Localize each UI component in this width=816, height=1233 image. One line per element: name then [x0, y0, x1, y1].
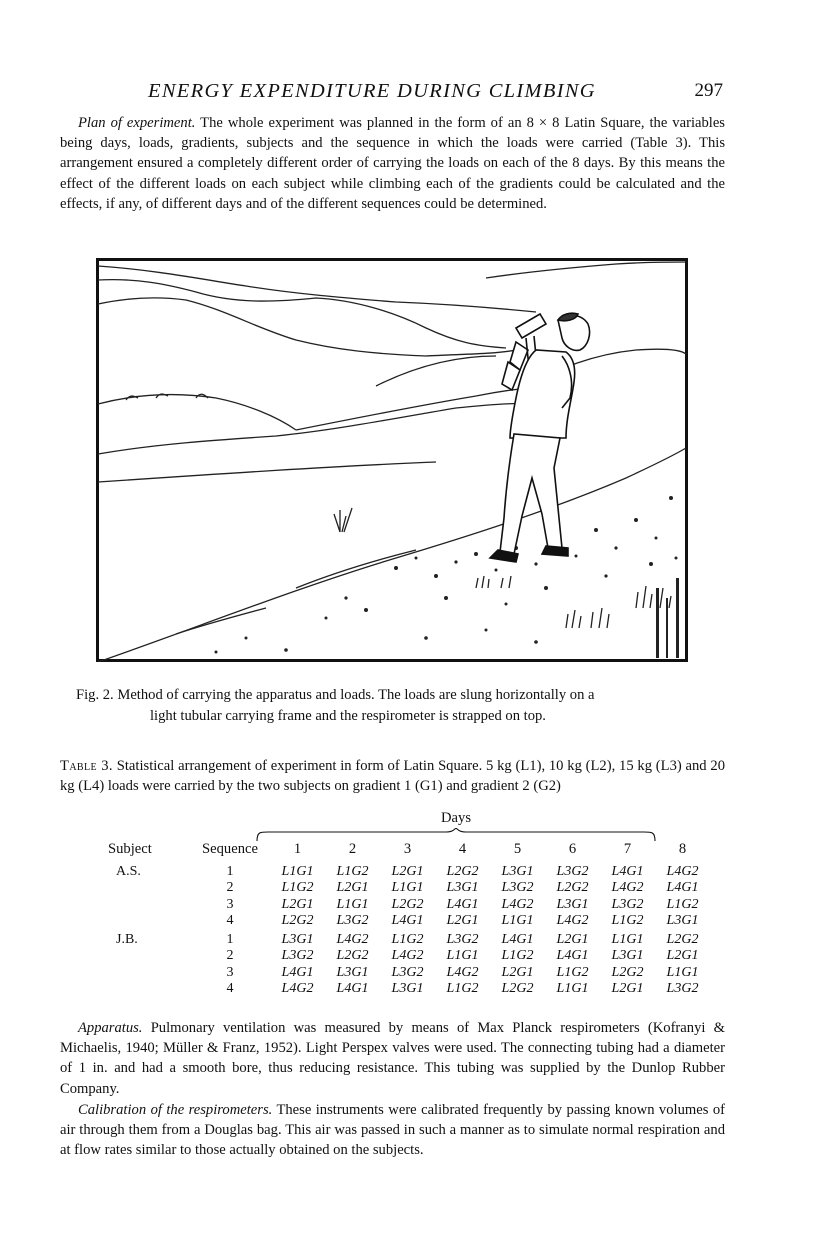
subject-cell: [104, 897, 190, 913]
table-caption: [60, 756, 725, 796]
sequence-cell: 2: [226, 948, 234, 964]
table-row: [104, 929, 710, 948]
load-gradient-cell: L4G1: [281, 964, 314, 980]
table-label: Table 3.: [60, 758, 113, 774]
load-gradient-cell: L1G2: [611, 912, 644, 928]
load-gradient-cell: L3G2: [501, 880, 534, 896]
load-gradient-cell: L2G1: [611, 981, 644, 997]
plan-of-experiment-paragraph: [60, 113, 725, 214]
load-gradient-cell: L4G1: [391, 912, 424, 928]
load-gradient-cell: L1G2: [501, 948, 534, 964]
load-gradient-cell: L3G1: [446, 880, 479, 896]
col-day: 3: [403, 841, 412, 857]
col-day: 7: [623, 841, 632, 857]
load-gradient-cell: L4G2: [556, 912, 589, 928]
sequence-cell: 3: [226, 964, 234, 980]
load-gradient-cell: L3G2: [666, 981, 699, 997]
figure-caption: [76, 685, 726, 726]
load-gradient-cell: L2G1: [446, 912, 479, 928]
load-gradient-cell: L3G2: [611, 896, 644, 912]
figure-climber-illustration: [96, 258, 688, 662]
load-gradient-cell: L4G2: [281, 981, 314, 997]
load-gradient-cell: L4G2: [336, 932, 369, 948]
sequence-cell: 3: [226, 896, 234, 912]
load-gradient-cell: L2G2: [666, 932, 699, 948]
table-row: [104, 913, 710, 929]
load-gradient-cell: L3G2: [391, 964, 424, 980]
load-gradient-cell: L1G1: [666, 964, 699, 980]
load-gradient-cell: L2G2: [556, 880, 589, 896]
table-row: [104, 880, 710, 896]
load-gradient-cell: L4G1: [336, 981, 369, 997]
col-sequence: Sequence: [202, 841, 258, 857]
load-gradient-cell: L1G1: [556, 981, 589, 997]
load-gradient-cell: L4G1: [611, 864, 644, 879]
load-gradient-cell: L3G1: [611, 948, 644, 964]
load-gradient-cell: L1G1: [281, 864, 314, 879]
col-subject: Subject: [108, 841, 152, 857]
load-gradient-cell: L1G1: [336, 896, 369, 912]
load-gradient-cell: L4G1: [501, 932, 534, 948]
load-gradient-cell: L2G2: [501, 981, 534, 997]
load-gradient-cell: L4G1: [446, 896, 479, 912]
days-brace: [256, 828, 656, 842]
load-gradient-cell: L2G2: [446, 864, 479, 879]
page-number: 297: [694, 80, 723, 101]
load-gradient-cell: L3G1: [501, 864, 534, 879]
load-gradient-cell: L1G1: [501, 912, 534, 928]
calibration-paragraph: [60, 1100, 725, 1161]
load-gradient-cell: L1G2: [281, 880, 314, 896]
load-gradient-cell: L3G2: [446, 932, 479, 948]
table-row: [104, 981, 710, 997]
subject-cell: [104, 948, 190, 964]
sequence-cell: 4: [226, 912, 234, 928]
load-gradient-cell: L2G1: [501, 964, 534, 980]
subject-cell: [104, 981, 190, 997]
plan-text: The whole experiment was planned in the form of an 8 × 8 Latin Square, the variables being days, loads, gradients, subjects and the sequence in which the loads were carried (Table 3). This arrangement ensured a completely different order of carrying the loads on each of the 8 days. By this means the effect of the different loads on each subject while climbing each of the gradients could be calculated and the effects, if any, of different days and of the different sequences could be determined.: [60, 115, 725, 212]
load-gradient-cell: L2G2: [391, 896, 424, 912]
load-gradient-cell: L4G2: [446, 964, 479, 980]
load-gradient-cell: L1G1: [446, 948, 479, 964]
load-gradient-cell: L2G1: [336, 880, 369, 896]
load-gradient-cell: L3G1: [391, 981, 424, 997]
figure-frame: [98, 260, 687, 661]
col-day: 6: [568, 841, 577, 857]
apparatus-paragraph: [60, 1018, 725, 1099]
plan-heading: Plan of experiment.: [78, 115, 196, 131]
sequence-cell: 2: [226, 880, 234, 896]
load-gradient-cell: L4G2: [501, 896, 534, 912]
load-gradient-cell: L3G2: [281, 948, 314, 964]
col-day: 8: [678, 841, 687, 857]
col-day: 2: [348, 841, 357, 857]
load-gradient-cell: L2G1: [391, 864, 424, 879]
load-gradient-cell: L3G1: [281, 932, 314, 948]
subject-cell: A.S.: [116, 864, 141, 879]
load-gradient-cell: L1G1: [391, 880, 424, 896]
col-day: 5: [513, 841, 522, 857]
col-day: 4: [458, 841, 467, 857]
table-header-row: [104, 841, 710, 864]
subject-cell: J.B.: [116, 932, 138, 948]
apparatus-heading: Apparatus.: [78, 1020, 143, 1036]
load-gradient-cell: L1G2: [391, 932, 424, 948]
load-gradient-cell: L3G1: [336, 964, 369, 980]
load-gradient-cell: L2G2: [336, 948, 369, 964]
apparatus-text: Pulmonary ventilation was measured by means of Max Planck respirometers (Kofranyi & Michaelis, 1940; Müller & Franz, 1952). Light Perspex valves were used. The connecting tubing had a diameter of 1 in. and had a smooth bore, thus reducing resistance. This tubing was supplied by the Dunlop Rubber Company.: [60, 1020, 725, 1097]
load-gradient-cell: L3G2: [556, 864, 589, 879]
table-caption-text: Statistical arrangement of experiment in form of Latin Square. 5 kg (L1), 10 kg (L2), 15 kg (L3) and 20 kg (L4) loads were carried by the two subjects on gradient 1 (G1) and gradient 2 (G2): [60, 758, 725, 795]
load-gradient-cell: L2G2: [611, 964, 644, 980]
subject-cell: [104, 965, 190, 981]
subject-cell: [104, 913, 190, 929]
load-gradient-cell: L3G2: [336, 912, 369, 928]
load-gradient-cell: L4G1: [666, 880, 699, 896]
figure-caption-line1: Fig. 2. Method of carrying the apparatus and loads. The loads are slung horizontally on a: [76, 687, 595, 703]
col-day: 1: [293, 841, 302, 857]
load-gradient-cell: L3G1: [556, 896, 589, 912]
running-title: ENERGY EXPENDITURE DURING CLIMBING: [148, 80, 596, 102]
table-row: [104, 948, 710, 964]
load-gradient-cell: L2G1: [281, 896, 314, 912]
load-gradient-cell: L2G1: [556, 932, 589, 948]
load-gradient-cell: L4G2: [666, 864, 699, 879]
load-gradient-cell: L3G1: [666, 912, 699, 928]
load-gradient-cell: L1G2: [336, 864, 369, 879]
load-gradient-cell: L4G2: [391, 948, 424, 964]
sequence-cell: 4: [226, 981, 234, 997]
sequence-cell: 1: [226, 932, 234, 948]
calibration-text: These instruments were calibrated frequently by passing known volumes of air through them from a Douglas bag. This air was passed in such a manner as to simulate normal respiration and at flow rates similar to those actually obtained on the subjects.: [60, 1102, 725, 1159]
load-gradient-cell: L1G2: [666, 896, 699, 912]
load-gradient-cell: L1G2: [446, 981, 479, 997]
running-head: [60, 80, 725, 104]
table-row: [104, 965, 710, 981]
load-gradient-cell: L4G2: [611, 880, 644, 896]
table-row: [104, 864, 710, 880]
table-body: [104, 864, 710, 997]
load-gradient-cell: L2G1: [666, 948, 699, 964]
sequence-cell: 1: [226, 864, 234, 879]
days-label: Days: [441, 810, 471, 826]
latin-square-table: [104, 841, 710, 997]
load-gradient-cell: L2G2: [281, 912, 314, 928]
figure-caption-line2: light tubular carrying frame and the respirometer is strapped on top.: [150, 707, 546, 724]
load-gradient-cell: L1G2: [556, 964, 589, 980]
load-gradient-cell: L1G1: [611, 932, 644, 948]
load-gradient-cell: L4G1: [556, 948, 589, 964]
calibration-heading: Calibration of the respirometers.: [78, 1102, 273, 1118]
table-row: [104, 897, 710, 913]
subject-cell: [104, 880, 190, 896]
